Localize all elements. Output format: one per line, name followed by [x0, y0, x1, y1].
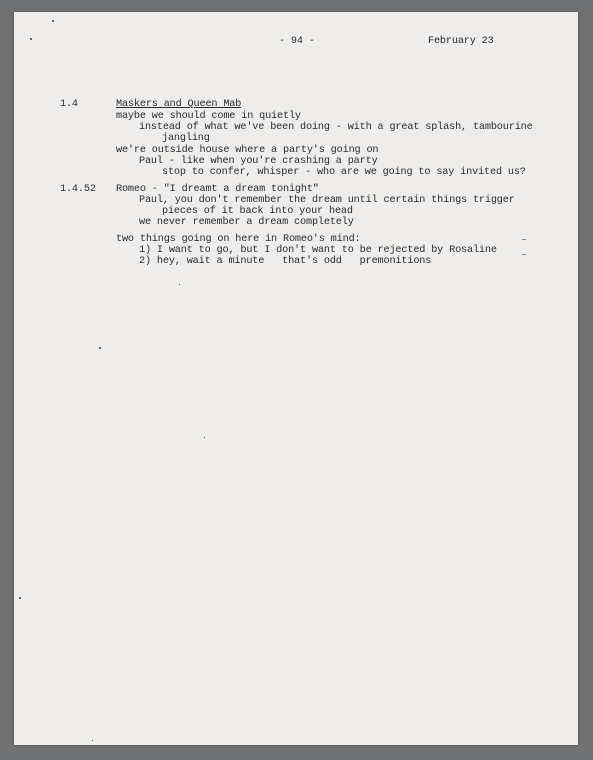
paper-speck — [99, 347, 101, 349]
typed-page — [14, 12, 578, 745]
note-line: 2) hey, wait a minute that's odd premonitions — [139, 256, 432, 267]
note-line: pieces of it back into your head — [162, 206, 353, 217]
note-line: 1) I want to go, but I don't want to be rejected by Rosaline — [139, 245, 497, 256]
section-ref-1-4: 1.4 — [60, 99, 78, 110]
note-line: Paul, you don't remember the dream until certain things trigger — [139, 195, 515, 206]
note-line: jangling — [162, 133, 210, 144]
note-line: Romeo - "I dreamt a dream tonight" — [116, 184, 319, 195]
paper-speck — [179, 284, 180, 285]
margin-mark — [522, 239, 526, 240]
paper-speck — [204, 437, 205, 438]
note-line: stop to confer, whisper - who are we going to say invited us? — [162, 167, 526, 178]
page-date: February 23 — [428, 36, 494, 47]
margin-mark — [522, 254, 526, 255]
note-line: maybe we should come in quietly — [116, 111, 301, 122]
note-line: we never remember a dream completely — [139, 217, 354, 228]
note-line: two things going on here in Romeo's mind: — [116, 234, 361, 245]
section-ref-1-4-52: 1.4.52 — [60, 184, 96, 195]
paper-speck — [92, 740, 93, 741]
note-line: instead of what we've been doing - with a great splash, tambourine — [139, 122, 533, 133]
note-line: we're outside house where a party's going on — [116, 145, 379, 156]
paper-speck — [52, 20, 54, 22]
paper-speck — [19, 597, 21, 599]
section-heading: Maskers and Queen Mab — [116, 99, 242, 110]
page-number: - 94 - — [279, 36, 315, 47]
paper-speck — [30, 38, 32, 40]
note-line: Paul - like when you're crashing a party — [139, 156, 378, 167]
